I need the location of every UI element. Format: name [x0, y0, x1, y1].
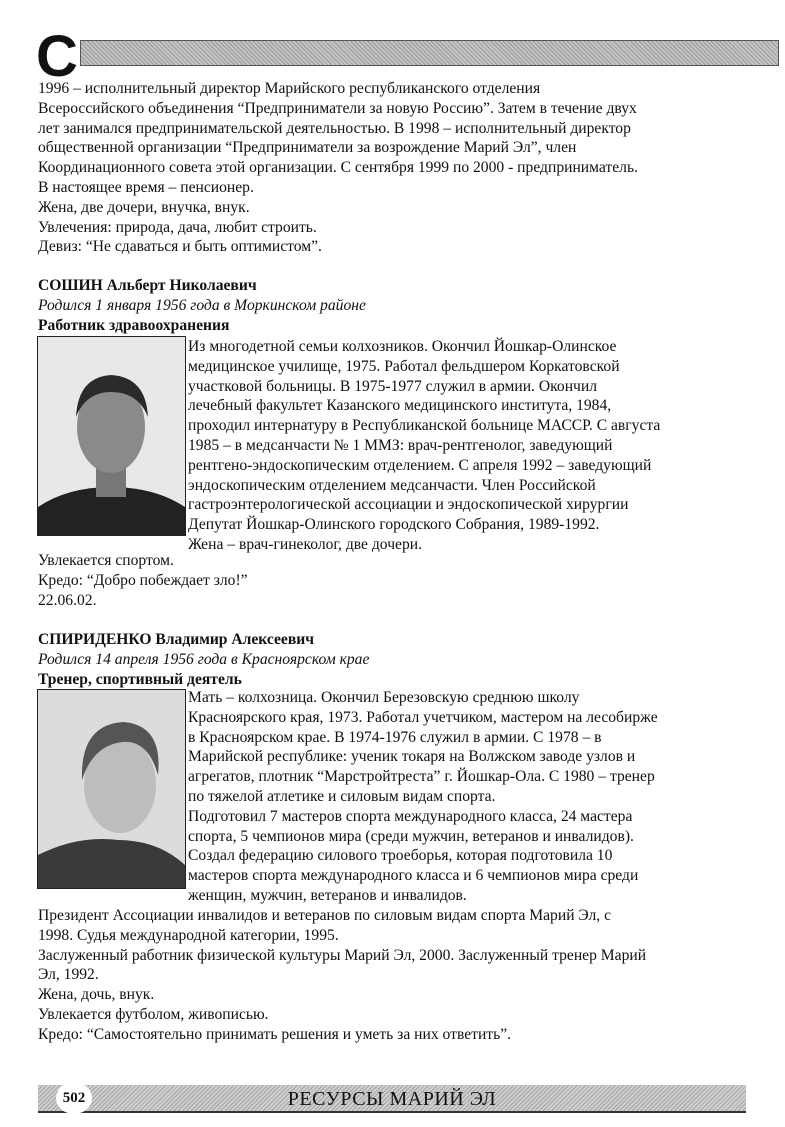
text-line: Кредо: “Самостоятельно принимать решения и уметь за них ответить”.: [38, 1025, 512, 1043]
text-line: медицинское училище, 1975. Работал фельдшером Коркатовской: [188, 357, 620, 375]
page-footer: [38, 1085, 746, 1113]
text-line: Жена, дочь, внук.: [38, 986, 155, 1004]
text-line: Кредо: “Добро побеждает зло!”: [38, 571, 248, 589]
entry-bio: [188, 688, 658, 906]
text-line: Увлекается спортом.: [38, 552, 174, 569]
text-line: участковой больницы. В 1975-1977 служил в армии. Окончил: [188, 377, 598, 395]
text-line: Заслуженный работник физической культуры Марий Эл, 2000. Заслуженный тренер Марий: [38, 946, 647, 964]
text-line: Красноярского края, 1973. Работал учетчиком, мастером на лесобирже: [188, 708, 658, 726]
text-line: проходил интернатуру в Республиканской больнице МАССР. С августа: [188, 417, 661, 435]
text-line: Из многодетной семьи колхозников. Окончил Йошкар-Олинское: [188, 338, 617, 355]
profession: Тренер, спортивный деятель: [38, 670, 242, 688]
profession: Работник здравоохранения: [38, 316, 230, 334]
text-line: 1996 – исполнительный директор Марийского республиканского отделения: [38, 80, 541, 97]
text-line: Эл, 1992.: [38, 966, 99, 984]
text-line: Девиз: “Не сдаваться и быть оптимистом”.: [38, 238, 322, 256]
text-line: В настоящее время – пенсионер.: [38, 178, 254, 196]
text-line: женщин, мужчин, ветеранов и инвалидов.: [188, 886, 467, 904]
text-line: Депутат Йошкар-Олинского городского Собрания, 1989-1992.: [188, 516, 600, 534]
entry-bio: [188, 337, 660, 555]
text-line: Координационного совета этой организации. С сентября 1999 по 2000 - предприниматель.: [38, 159, 638, 177]
person-name: СПИРИДЕНКО Владимир Алексеевич: [38, 631, 315, 648]
text-line: лет занимался предпринимательской деятельностью. В 1998 – исполнительный директор: [38, 119, 631, 137]
text-line: Мать – колхозница. Окончил Березовскую среднюю школу: [188, 689, 580, 706]
footer-title: РЕСУРСЫ МАРИЙ ЭЛ: [287, 1088, 497, 1110]
text-line: в Красноярском крае. В 1974-1976 служил в армии. С 1978 – в: [188, 728, 602, 746]
text-line: рентгено-эндоскопическим отделением. С апреля 1992 – заведующий: [188, 456, 652, 474]
text-line: лечебный факультет Казанского медицинского института, 1984,: [188, 397, 612, 415]
text-line: общественной организации “Предприниматели за возрождение Марий Эл”, член: [38, 139, 577, 157]
header-bar: [80, 40, 779, 66]
text-line: спорта, 5 чемпионов мира (среди мужчин, ветеранов и инвалидов).: [188, 827, 634, 845]
text-line: мастеров спорта международного класса и 6 чемпионов мира среди: [188, 867, 639, 885]
portrait-photo: [37, 336, 186, 536]
entry-extra: [38, 551, 248, 610]
text-line: по тяжелой атлетике и силовым видам спорта.: [188, 787, 496, 805]
section-letter: С: [36, 24, 78, 89]
text-line: 1998. Судья международной категории, 1995.: [38, 926, 339, 944]
text-line: гастроэнтерологической ассоциации и эндоскопической хирургии: [188, 496, 629, 514]
text-line: 22.06.02.: [38, 591, 97, 609]
text-line: Марийской республике: ученик токаря на Волжском заводе узлов и: [188, 748, 636, 766]
text-line: эндоскопическим отделением медсанчасти. Член Российской: [188, 476, 596, 494]
intro-text: [38, 79, 638, 257]
text-line: Жена, две дочери, внучка, внук.: [38, 198, 250, 216]
person-name: СОШИН Альберт Николаевич: [38, 277, 257, 294]
text-line: Увлечения: природа, дача, любит строить.: [38, 218, 317, 236]
text-line: Создал федерацию силового троеборья, которая подготовила 10: [188, 847, 613, 865]
text-line: Увлекается футболом, живописью.: [38, 1005, 269, 1023]
text-line: 1985 – в медсанчасти № 1 ММЗ: врач-рентгенолог, заведующий: [188, 436, 613, 454]
text-line: Жена – врач-гинеколог, две дочери.: [188, 535, 423, 553]
text-line: Президент Ассоциации инвалидов и ветеранов по силовым видам спорта Марий Эл, с: [38, 907, 612, 924]
entry-extra: [38, 906, 646, 1045]
birth-info: Родился 14 апреля 1956 года в Красноярском крае: [38, 650, 370, 668]
text-line: Всероссийского объединения “Предприниматели за новую Россию”. Затем в течение двух: [38, 99, 637, 117]
text-line: Подготовил 7 мастеров спорта международного класса, 24 мастера: [188, 807, 633, 825]
portrait-photo: [37, 689, 186, 889]
page-number: 502: [56, 1082, 92, 1114]
entry-heading: [38, 630, 369, 689]
entry-heading: [38, 276, 366, 335]
text-line: агрегатов, плотник “Марстройтреста” г. Йошкар-Ола. С 1980 – тренер: [188, 768, 655, 786]
birth-info: Родился 1 января 1956 года в Моркинском районе: [38, 296, 366, 314]
